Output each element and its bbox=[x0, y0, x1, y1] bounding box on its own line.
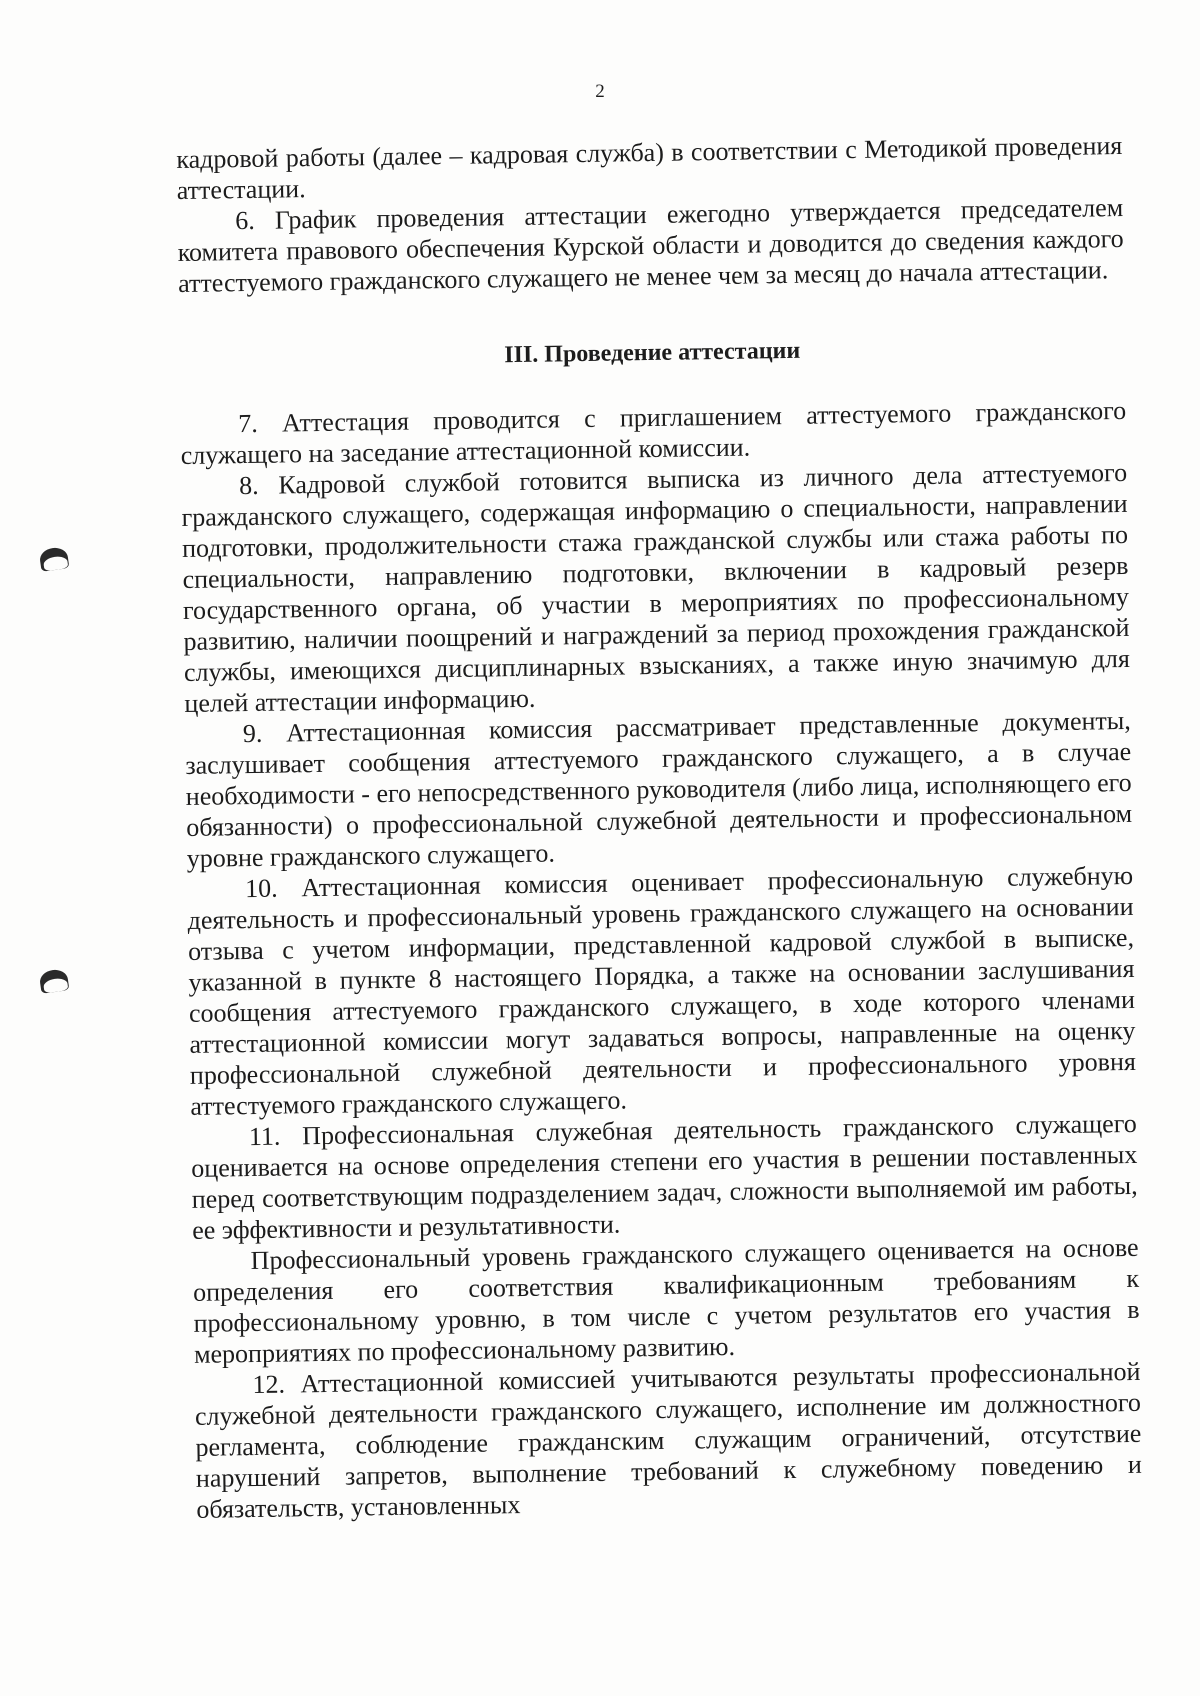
page-number: 2 bbox=[595, 81, 605, 102]
paragraph-11-continued: Профессиональный уровень гражданского служащего оценивается на основе определения его соответствия квалификационным требованиям к профессиональному уровню, в том числе с учетом результатов его участия в мероприятиях по профессиональному развитию. bbox=[192, 1232, 1140, 1369]
paragraph-11: 11. Профессиональная служебная деятельность гражданского служащего оценивается на основе определения степени его участия в решении поставленных перед соответствующим подразделением задач, сложности выполняемой им работы, ее эффективности и результативности. bbox=[191, 1108, 1138, 1245]
paragraph-6: 6. График проведения аттестации ежегодно утверждается председателем комитета правового обеспечения Курской области и доводится до сведения каждого аттестуемого гражданского служащего не менее чем за месяц до начала аттестации. bbox=[177, 192, 1124, 299]
paragraph-continuation: кадровой работы (далее – кадровая служба) в соответствии с Методикой проведения аттестации. bbox=[176, 130, 1123, 206]
paragraph-10: 10. Аттестационная комиссия оценивает профессиональную служебную деятельность и профессиональный уровень гражданского служащего на основании отзыва с учетом информации, представленной кадровой службой в выписке, указанной в пункте 8 настоящего Порядка, а также на основании заслушивания сообщения аттестуемого гражданского служащего, в ходе которого членами аттестационной комиссии могут задаваться вопросы, направленные на оценку профессиональной служебной деятельности и профессионального уровня аттестуемого гражданского служащего. bbox=[187, 860, 1137, 1121]
paragraph-9: 9. Аттестационная комиссия рассматривает представленные документы, заслушивает сообщения аттестуемого гражданского служащего, а в случае необходимости - его непосредственного руководителя (либо лица, исполняющего его обязанности) о профессиональной служебной деятельности и профессиональном уровне гражданского служащего. bbox=[185, 705, 1133, 873]
document-body bbox=[176, 130, 1142, 1525]
paragraph-12: 12. Аттестационной комиссией учитываются результаты профессиональной служебной деятельности гражданского служащего, исполнение им должностного регламента, соблюдение гражданским служащим ограничений, отсутствие нарушений запретов, выполнение требований к служебному поведению и обязательств, установленных bbox=[194, 1356, 1143, 1524]
paragraph-8: 8. Кадровой службой готовится выписка из личного дела аттестуемого гражданского служащего, содержащая информацию о специальности, направлении подготовки, продолжительности стажа гражданской службы или стажа работы по специальности, направлению подготовки, включении в кадровый резерв государственного органа, об участии в мероприятиях по профессиональному развитию, наличии поощрений и награждений за период прохождения гражданской службы, имеющихся дисциплинарных взысканиях, а также иную значимую для целей аттестации информацию. bbox=[181, 457, 1131, 718]
punch-hole-mark bbox=[39, 546, 70, 572]
paragraph-7: 7. Аттестация проводится с приглашением аттестуемого гражданского служащего на заседание аттестационной комиссии. bbox=[180, 395, 1127, 470]
punch-hole-mark bbox=[39, 968, 70, 994]
section-heading: III. Проведение аттестации bbox=[504, 337, 801, 369]
